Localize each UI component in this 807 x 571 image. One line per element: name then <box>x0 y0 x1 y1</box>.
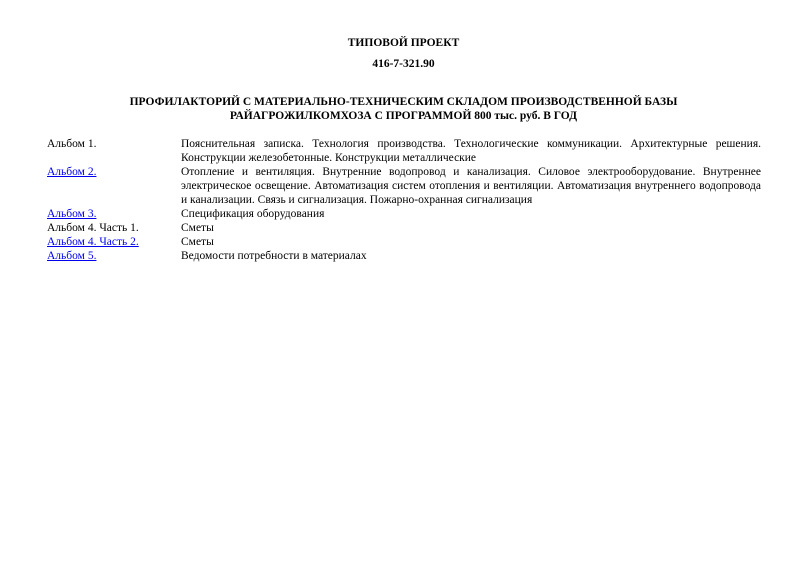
album-name-cell-5 <box>47 235 181 249</box>
album-list <box>47 137 761 263</box>
album-name-cell-3 <box>47 207 181 221</box>
album-description-6: Ведомости потребности в материалах <box>181 250 367 262</box>
project-code-heading: 416-7-321.90 <box>372 58 435 70</box>
album-link-3[interactable]: Альбом 3. <box>47 208 97 220</box>
album-link-2[interactable]: Альбом 2. <box>47 166 97 178</box>
album-description-4: Сметы <box>181 222 214 234</box>
album-row-1 <box>47 137 761 165</box>
album-row-6 <box>47 249 761 263</box>
album-name-cell-6 <box>47 249 181 263</box>
album-row-2 <box>47 165 761 207</box>
album-row-3 <box>47 207 761 221</box>
album-name-1: Альбом 1. <box>47 138 97 150</box>
album-description-2: Отопление и вентиляция. Внутренние водопровод и канализация. Силовое электрооборудование. Внутреннее электрическое освещение. Автоматизация систем отопления и вентиляции. Автоматизация внутреннего водопровода и канализации. Связь и сигнализация. Пожарно-охранная сигнализация <box>181 166 761 206</box>
album-row-4 <box>47 221 761 235</box>
album-description-1: Пояснительная записка. Технология производства. Технологические коммуникации. Архитектурные решения. Конструкции железобетонные. Конструкции металлические <box>181 138 761 164</box>
album-link-5[interactable]: Альбом 4. Часть 2. <box>47 236 139 248</box>
album-row-5 <box>47 235 761 249</box>
album-description-5: Сметы <box>181 236 214 248</box>
document-type-heading: ТИПОВОЙ ПРОЕКТ <box>347 37 460 49</box>
album-description-3: Спецификация оборудования <box>181 208 325 220</box>
project-title-heading: ПРОФИЛАКТОРИЙ С МАТЕРИАЛЬНО-ТЕХНИЧЕСКИМ СКЛАДОМ ПРОИЗВОДСТВЕННОЙ БАЗЫ РАЙАГРОЖИЛКОМХОЗА С ПРОГРАММОЙ 800 тыс. руб. В ГОД <box>129 96 678 122</box>
album-name-4: Альбом 4. Часть 1. <box>47 222 139 234</box>
album-name-cell-2 <box>47 165 181 179</box>
album-link-6[interactable]: Альбом 5. <box>47 250 97 262</box>
